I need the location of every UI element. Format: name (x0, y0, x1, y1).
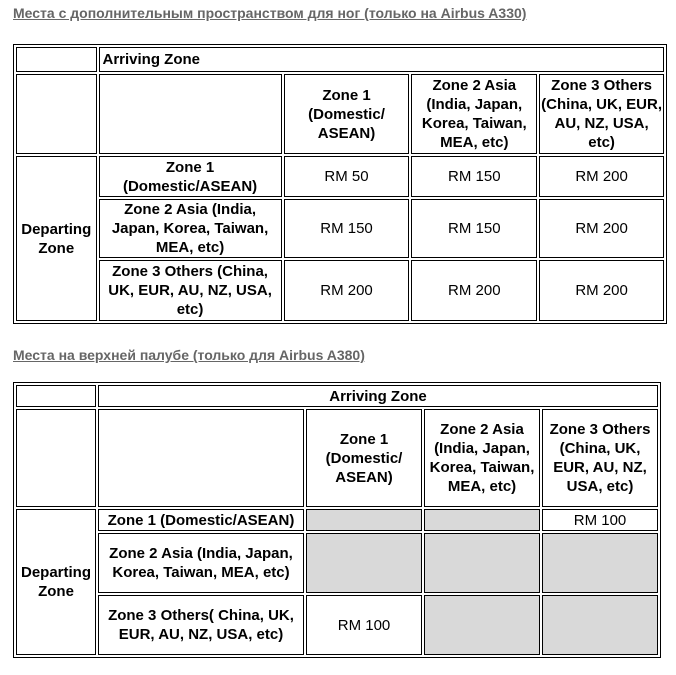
column-header-zone3: Zone 3 Others (China, UK, EUR, AU, NZ, USA, etc) (539, 74, 664, 154)
row-header-zone2: Zone 2 Asia (India, Japan, Korea, Taiwan, MEA, etc) (99, 199, 282, 258)
row-header-zone2: Zone 2 Asia (India, Japan, Korea, Taiwan, MEA, etc) (98, 533, 304, 593)
empty-cell (16, 74, 97, 154)
section-title-upper-deck[interactable]: Места на верхней палубе (только для Airbus A380) (13, 347, 365, 363)
departing-zone-header: Departing Zone (16, 509, 96, 655)
unavailable-cell (424, 509, 540, 531)
empty-cell (98, 409, 304, 507)
fare-cell: RM 150 (411, 199, 537, 258)
fare-cell: RM 200 (284, 260, 410, 321)
unavailable-cell (424, 595, 540, 655)
column-header-zone2: Zone 2 Asia (India, Japan, Korea, Taiwan, MEA, etc) (411, 74, 537, 154)
row-header-zone3: Zone 3 Others( China, UK, EUR, AU, NZ, USA, etc) (98, 595, 304, 655)
fare-cell: RM 150 (411, 156, 537, 197)
arriving-zone-header: Arriving Zone (98, 385, 658, 407)
column-header-zone2: Zone 2 Asia (India, Japan, Korea, Taiwan, MEA, etc) (424, 409, 540, 507)
section-title-legroom[interactable]: Места с дополнительным пространством для ног (только на Airbus A330) (13, 5, 527, 21)
row-header-zone3: Zone 3 Others (China, UK, EUR, AU, NZ, USA, etc) (99, 260, 282, 321)
fare-cell: RM 150 (284, 199, 410, 258)
column-header-zone1: Zone 1 (Domestic/ ASEAN) (284, 74, 410, 154)
unavailable-cell (306, 533, 422, 593)
fare-cell: RM 200 (411, 260, 537, 321)
departing-zone-header: Departing Zone (16, 156, 97, 321)
fare-cell: RM 200 (539, 156, 664, 197)
upper-deck-fare-table (13, 382, 661, 658)
unavailable-cell (306, 509, 422, 531)
legroom-fare-table (13, 44, 667, 324)
arriving-zone-header: Arriving Zone (99, 47, 665, 72)
row-header-zone1: Zone 1 (Domestic/ASEAN) (99, 156, 282, 197)
fare-cell: RM 100 (306, 595, 422, 655)
row-header-zone1: Zone 1 (Domestic/ASEAN) (98, 509, 304, 531)
empty-corner-cell (16, 385, 96, 407)
fare-cell: RM 200 (539, 260, 664, 321)
unavailable-cell (542, 595, 658, 655)
unavailable-cell (424, 533, 540, 593)
fare-cell: RM 200 (539, 199, 664, 258)
empty-corner-cell (16, 47, 97, 72)
fare-cell: RM 100 (542, 509, 658, 531)
empty-cell (99, 74, 282, 154)
column-header-zone3: Zone 3 Others (China, UK, EUR, AU, NZ, USA, etc) (542, 409, 658, 507)
empty-cell (16, 409, 96, 507)
unavailable-cell (542, 533, 658, 593)
column-header-zone1: Zone 1 (Domestic/ ASEAN) (306, 409, 422, 507)
fare-cell: RM 50 (284, 156, 410, 197)
